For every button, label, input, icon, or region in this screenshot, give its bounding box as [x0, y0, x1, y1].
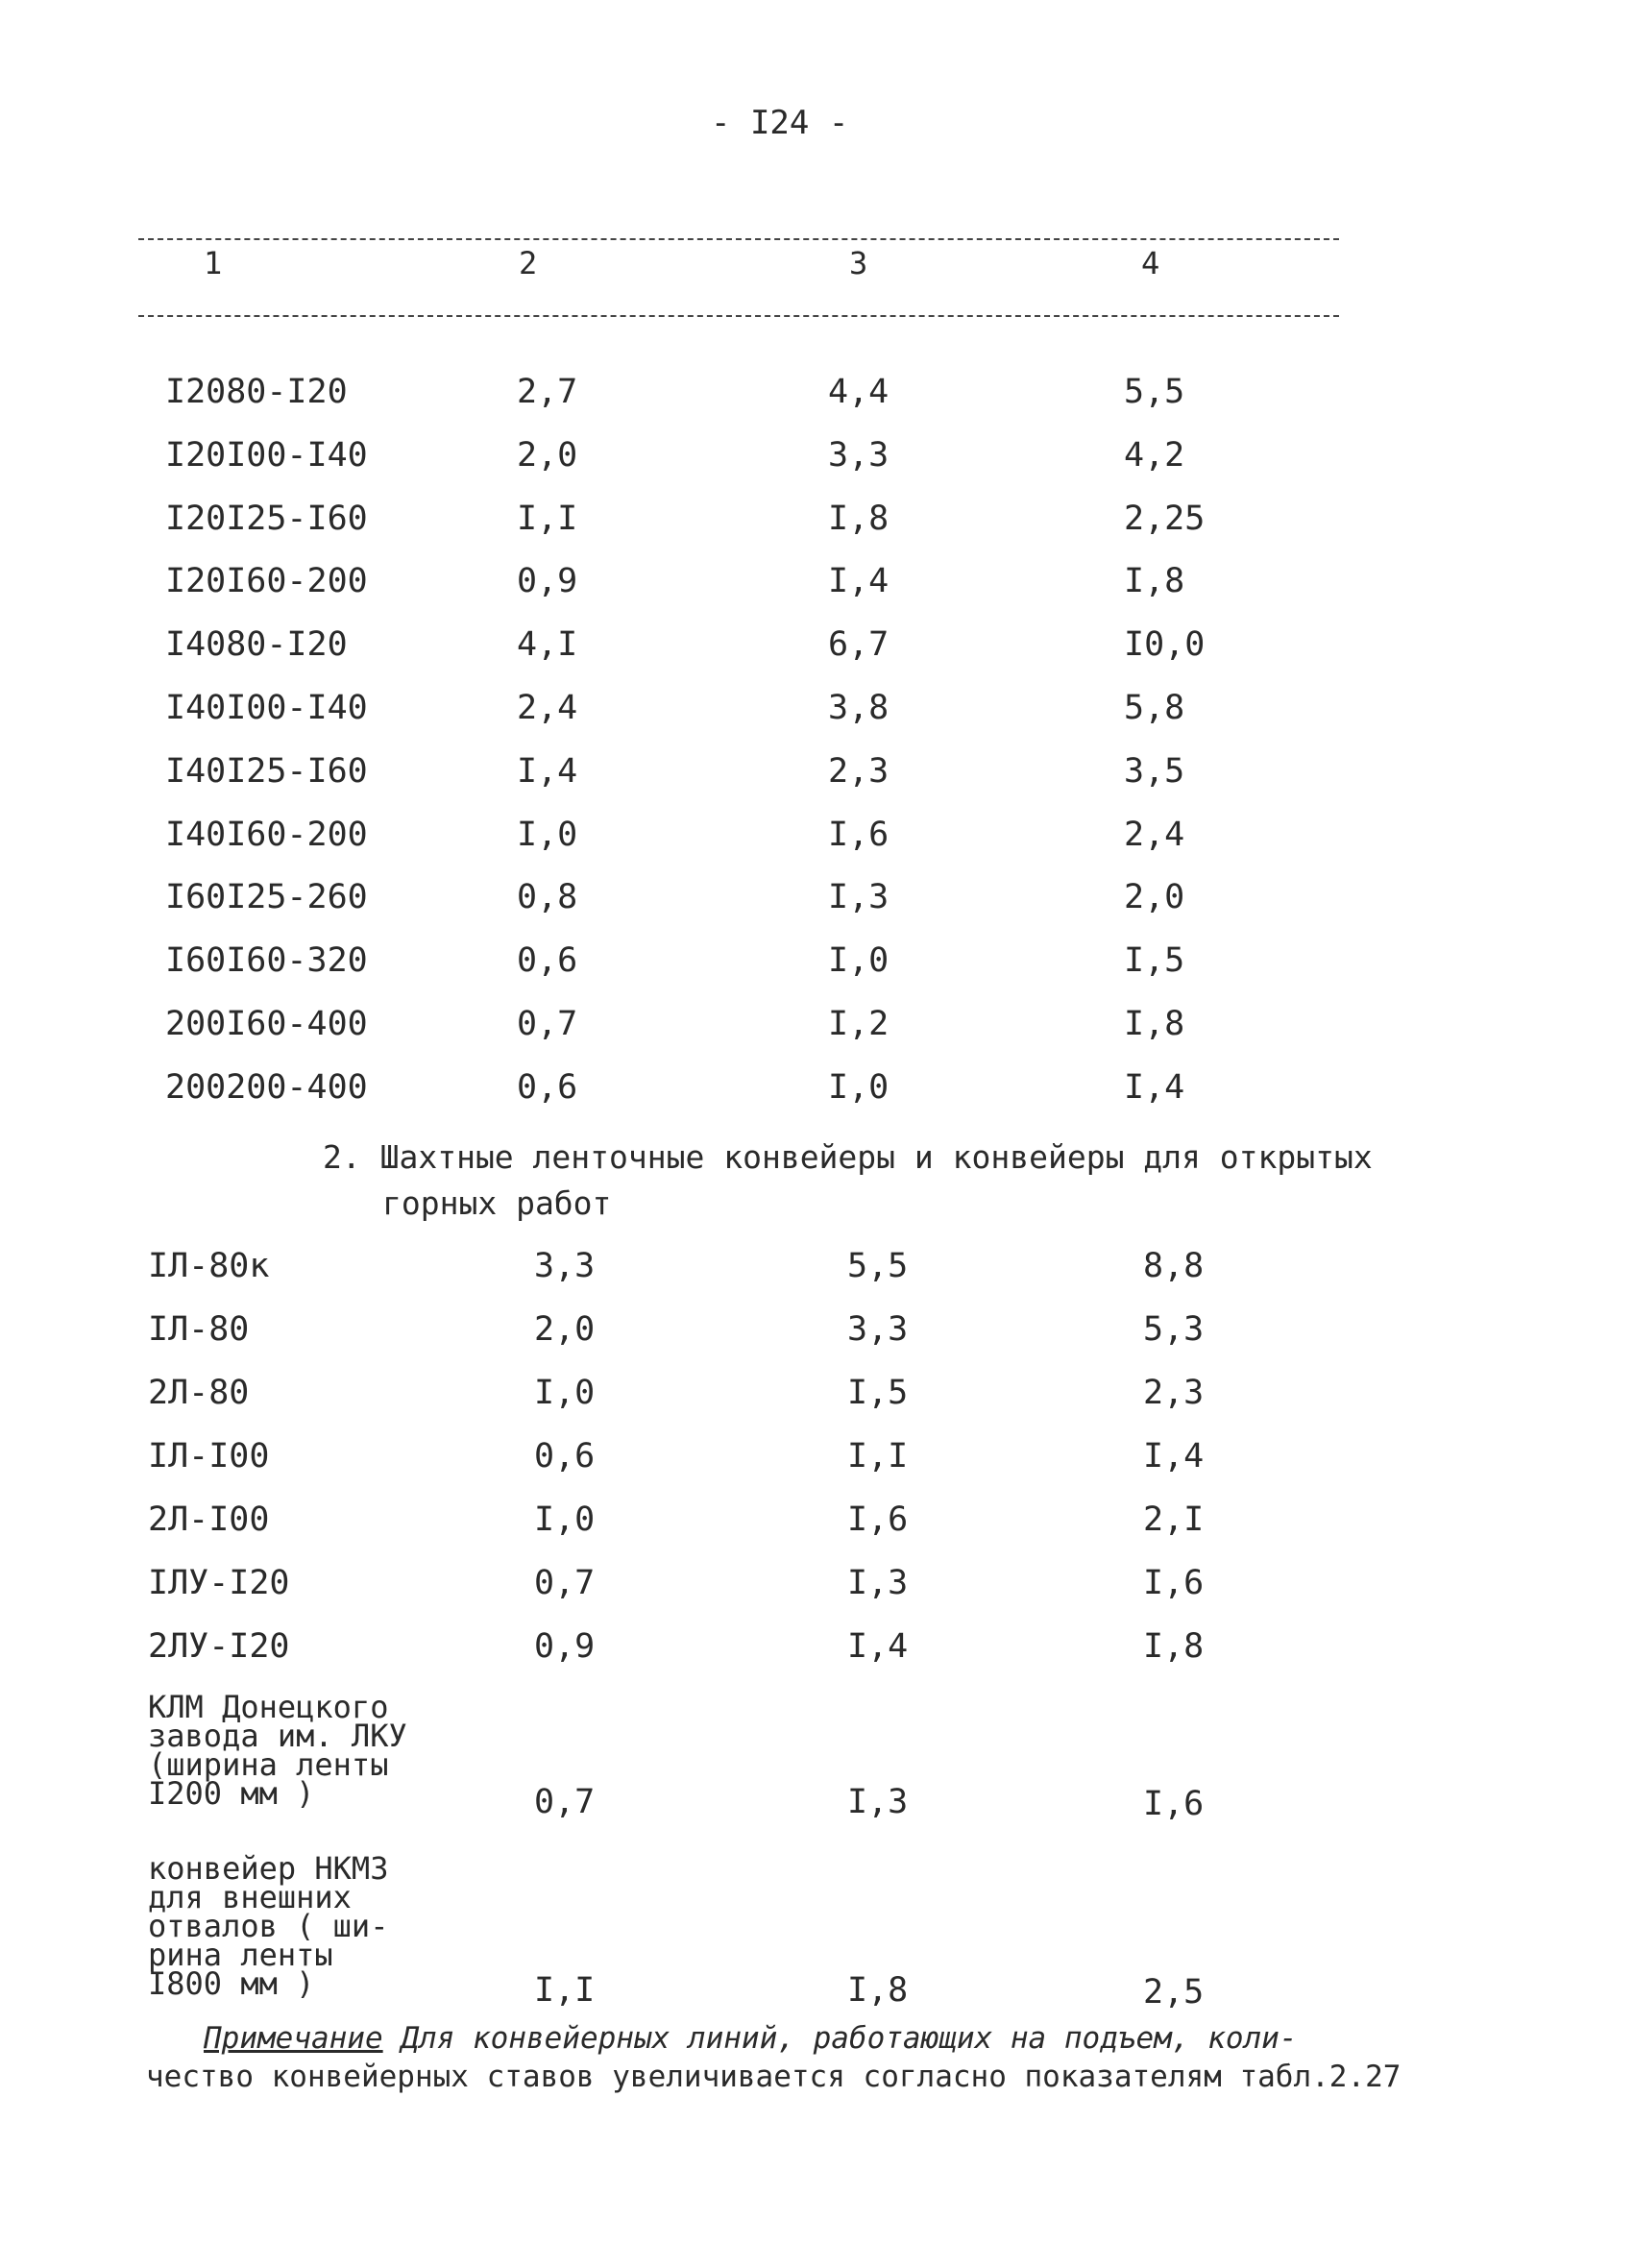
- row-value: I,4: [828, 562, 890, 600]
- row-name: I20I60-200: [165, 562, 368, 600]
- note-line2: чество конвейерных ставов увеличивается согласно показателям табл.2.27: [146, 2060, 1401, 2094]
- row-name: I20I00-I40: [165, 436, 368, 475]
- row-value: 4,2: [1124, 436, 1185, 475]
- row-value: I,4: [1124, 1068, 1185, 1107]
- section2-heading-line2: горных работ: [382, 1184, 612, 1222]
- row-value: 0,9: [534, 1627, 596, 1666]
- row-value: 3,3: [534, 1247, 596, 1285]
- row-value: 2,3: [828, 752, 890, 791]
- row-value: 2,4: [517, 689, 578, 727]
- row-value: I,0: [828, 1068, 890, 1107]
- row-value: I,0: [828, 941, 890, 980]
- row-name: I40I25-I60: [165, 752, 368, 791]
- column-header-4: 4: [1141, 245, 1160, 281]
- row-value: 0,7: [534, 1564, 596, 1602]
- row-value-nkmz-3: I,8: [847, 1971, 909, 2010]
- row-value: 5,3: [1143, 1310, 1205, 1349]
- row-name: I40I00-I40: [165, 689, 368, 727]
- row-name: IЛУ-I20: [148, 1564, 290, 1602]
- row-name: I4080-I20: [165, 625, 348, 664]
- row-name: IЛ-80к: [148, 1247, 270, 1285]
- row-value: I,8: [1124, 562, 1185, 600]
- row-value: 2,0: [534, 1310, 596, 1349]
- row-value: I,3: [828, 878, 890, 916]
- row-value: 4,4: [828, 373, 890, 411]
- row-value: I,6: [847, 1500, 909, 1539]
- row-value: I,6: [1143, 1564, 1205, 1602]
- row-value: 5,8: [1124, 689, 1185, 727]
- row-name: I60I25-260: [165, 878, 368, 916]
- row-value: 2,4: [1124, 816, 1185, 854]
- row-value: I,4: [517, 752, 578, 791]
- row-value: 5,5: [847, 1247, 909, 1285]
- row-value: I,8: [1124, 1005, 1185, 1043]
- row-value: I,I: [517, 500, 578, 538]
- row-name: IЛ-80: [148, 1310, 250, 1349]
- row-value: I,4: [847, 1627, 909, 1666]
- note-text-1: Для конвейерных линий, работающих на подъем, коли-: [401, 2021, 1298, 2056]
- row-name: 2Л-I00: [148, 1500, 270, 1539]
- row-name: 200200-400: [165, 1068, 368, 1107]
- row-value: 0,8: [517, 878, 578, 916]
- row-value: I,8: [828, 500, 890, 538]
- row-value: I,5: [847, 1374, 909, 1412]
- row-value: 2,0: [1124, 878, 1185, 916]
- note-label: Примечание: [204, 2021, 383, 2056]
- row-value: 3,5: [1124, 752, 1185, 791]
- row-value: I,6: [828, 816, 890, 854]
- row-value: 4,I: [517, 625, 578, 664]
- row-value: 2,3: [1143, 1374, 1205, 1412]
- row-value-klm-3: I,3: [847, 1783, 909, 1821]
- row-name: I20I25-I60: [165, 500, 368, 538]
- row-value: 5,5: [1124, 373, 1185, 411]
- row-value: 2,25: [1124, 500, 1206, 538]
- row-name-klm: КЛМ Донецкого завода им. ЛКУ (ширина ленты I200 мм ): [148, 1689, 407, 1812]
- row-name: IЛ-I00: [148, 1437, 270, 1475]
- row-name: I40I60-200: [165, 816, 368, 854]
- row-value: 0,6: [517, 941, 578, 980]
- row-name: 200I60-400: [165, 1005, 368, 1043]
- row-value-nkmz-4: 2,5: [1143, 1973, 1205, 2012]
- row-value: 8,8: [1143, 1247, 1205, 1285]
- row-value: 0,7: [517, 1005, 578, 1043]
- column-header-2: 2: [519, 245, 538, 281]
- row-value: I,0: [517, 816, 578, 854]
- row-value: I,4: [1143, 1437, 1205, 1475]
- row-value: 3,8: [828, 689, 890, 727]
- row-name: 2ЛУ-I20: [148, 1627, 290, 1666]
- row-value: 0,9: [517, 562, 578, 600]
- row-value: 2,0: [517, 436, 578, 475]
- row-value: I,0: [534, 1374, 596, 1412]
- row-name: I2080-I20: [165, 373, 348, 411]
- row-value: I,0: [534, 1500, 596, 1539]
- column-header-1: 1: [204, 245, 223, 281]
- row-value: 2,7: [517, 373, 578, 411]
- row-value: I,8: [1143, 1627, 1205, 1666]
- table-header-rule: [138, 315, 1339, 317]
- row-name: 2Л-80: [148, 1374, 250, 1412]
- row-value: I0,0: [1124, 625, 1206, 664]
- row-value: 0,6: [534, 1437, 596, 1475]
- row-value: 3,3: [828, 436, 890, 475]
- row-value-nkmz-2: I,I: [534, 1971, 596, 2010]
- section2-heading-line1: 2. Шахтные ленточные конвейеры и конвейеры для открытых: [323, 1138, 1373, 1176]
- note-line1: [204, 2019, 1298, 2058]
- row-value: I,5: [1124, 941, 1185, 980]
- row-value: I,3: [847, 1564, 909, 1602]
- page-number: - I24 -: [711, 104, 849, 142]
- row-value: 2,I: [1143, 1500, 1205, 1539]
- table-top-rule: [138, 238, 1339, 240]
- row-value-klm-2: 0,7: [534, 1783, 596, 1821]
- row-value: I,2: [828, 1005, 890, 1043]
- row-name: I60I60-320: [165, 941, 368, 980]
- row-value: 0,6: [517, 1068, 578, 1107]
- row-value: 3,3: [847, 1310, 909, 1349]
- row-value: 6,7: [828, 625, 890, 664]
- row-name-nkmz: конвейер НКМЗ для внешних отвалов ( ши- рина ленты I800 мм ): [148, 1850, 389, 2002]
- row-value: I,I: [847, 1437, 909, 1475]
- row-value-klm-4: I,6: [1143, 1785, 1205, 1823]
- column-header-3: 3: [849, 245, 868, 281]
